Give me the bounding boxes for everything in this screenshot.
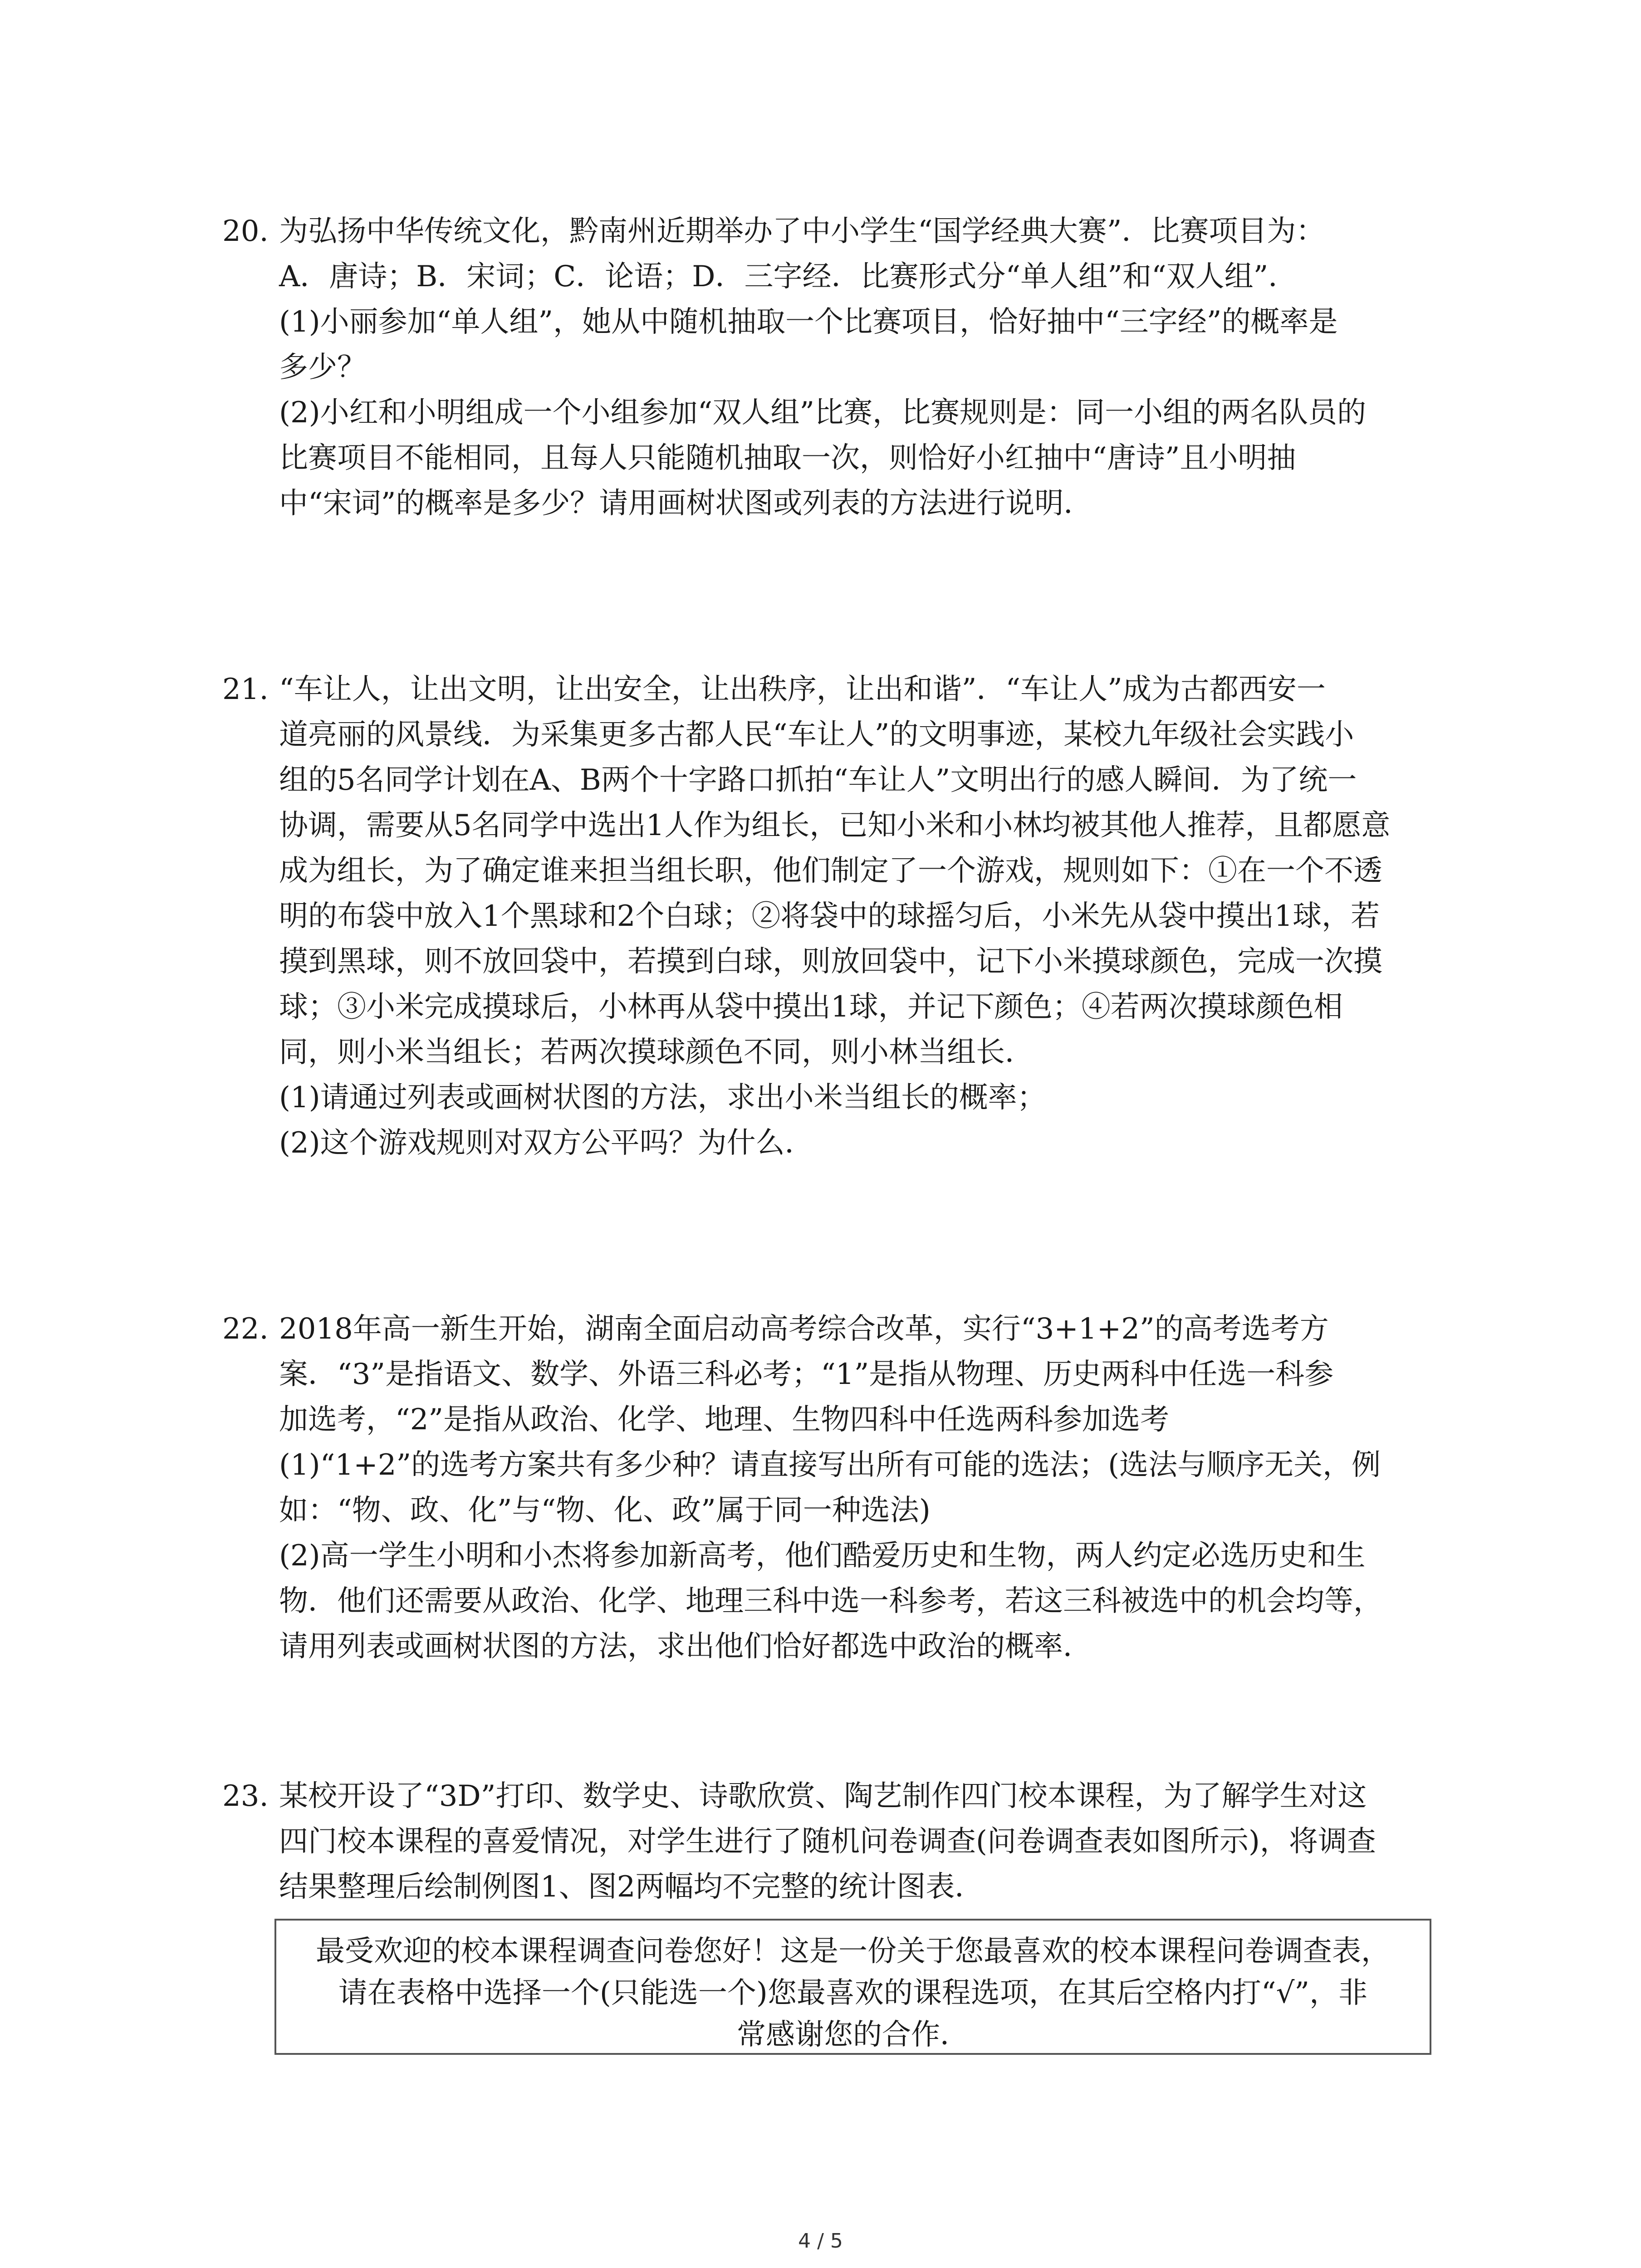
problem-number: 20. [222, 215, 269, 248]
problem-23-first-line [222, 1774, 1447, 1819]
problem-text: 请用列表或画树状图的方法，求出他们恰好都选中政治的概率． [279, 1630, 1092, 1663]
problem-text: (1)“1+2”的选考方案共有多少种？请直接写出所有可能的选法；(选法与顺序无关，例 [279, 1448, 1381, 1482]
problem-text: 中“宋词”的概率是多少？请用画树状图或列表的方法进行说明． [279, 487, 1093, 520]
problem-text: 为弘扬中华传统文化，黔南州近期举办了中小学生“国学经典大赛”．比赛项目为： [279, 215, 1325, 248]
problem-22 [222, 1306, 1447, 1669]
problem-text: 结果整理后绘制例图1、图2两幅均不完整的统计图表． [279, 1870, 984, 1904]
problem-text: (1)小丽参加“单人组”，她从中随机抽取一个比赛项目，恰好抽中“三字经”的概率是 [279, 305, 1338, 339]
survey-text: 常感谢您的合作． [737, 2018, 969, 2052]
page-number: 4 / 5 [798, 2229, 843, 2253]
problem-text: (1)请通过列表或画树状图的方法，求出小米当组长的概率； [279, 1081, 1046, 1114]
problem-22-first-line [222, 1306, 1447, 1352]
problem-text: 某校开设了“3D”打印、数学史、诗歌欣赏、陶艺制作四门校本课程，为了解学生对这 [279, 1779, 1367, 1813]
problem-number: 23. [222, 1779, 269, 1813]
problem-text: 摸到黑球，则不放回袋中，若摸到白球，则放回袋中，记下小米摸球颜色，完成一次摸 [279, 945, 1382, 978]
problem-text: 明的布袋中放入1个黑球和2个白球；②将袋中的球摇匀后，小米先从袋中摸出1球，若 [279, 899, 1380, 933]
problem-20 [222, 209, 1447, 526]
problem-text: (2)小红和小明组成一个小组参加“双人组”比赛，比赛规则是：同一小组的两名队员的 [279, 396, 1367, 430]
problem-text: (2)高一学生小明和小杰将参加新高考，他们酷爱历史和生物，两人约定必选历史和生 [279, 1539, 1366, 1573]
problem-23 [222, 1774, 1447, 1910]
problem-text: (2)这个游戏规则对双方公平吗？为什么． [279, 1126, 814, 1160]
problem-text: 成为组长，为了确定谁来担当组长职，他们制定了一个游戏，规则如下：①在一个不透 [279, 854, 1382, 888]
problem-text: 加选考，“2”是指从政治、化学、地理、生物四科中任选两科参加选考 [279, 1403, 1170, 1437]
problem-21-first-line [222, 667, 1447, 712]
problem-text: 多少？ [279, 351, 366, 384]
problem-text: 四门校本课程的喜爱情况，对学生进行了随机问卷调查(问卷调查表如图所示)，将调查 [279, 1825, 1376, 1858]
problem-text: 案．“3”是指语文、数学、外语三科必考；“1”是指从物理、历史两科中任选一科参 [279, 1358, 1334, 1391]
survey-text: 请在表格中选择一个(只能选一个)您最喜欢的课程选项，在其后空格内打“√”，非 [338, 1976, 1368, 2010]
problem-text: 物．他们还需要从政治、化学、地理三科中选一科参考，若这三科被选中的机会均等， [279, 1584, 1382, 1618]
problem-text: A．唐诗；B．宋词；C．论语；D．三字经．比赛形式分“单人组”和“双人组”． [279, 260, 1298, 293]
problem-text: 球；③小米完成摸球后，小林再从袋中摸出1球，并记下颜色；④若两次摸球颜色相 [279, 990, 1343, 1024]
survey-text: 最受欢迎的校本课程调查问卷您好！这是一份关于您最喜欢的校本课程问卷调查表， [316, 1935, 1390, 1968]
problem-text: 比赛项目不能相同，且每人只能随机抽取一次，则恰好小红抽中“唐诗”且小明抽 [279, 441, 1296, 475]
problem-21 [222, 667, 1447, 1166]
problem-text: “车让人，让出文明，让出安全，让出秩序，让出和谐”．“车让人”成为古都西安一 [279, 673, 1326, 706]
problem-number: 22. [222, 1312, 269, 1346]
problem-number: 21. [222, 673, 269, 706]
problem-text: 如：“物、政、化”与“物、化、政”属于同一种选法) [279, 1494, 931, 1527]
problem-text: 组的5名同学计划在A、B两个十字路口抓拍“车让人”文明出行的感人瞬间．为了统一 [279, 763, 1357, 797]
problem-text: 协调，需要从5名同学中选出1人作为组长，已知小米和小林均被其他人推荐，且都愿意 [279, 809, 1391, 842]
survey-box [274, 1919, 1431, 2055]
problem-text: 同，则小米当组长；若两次摸球颜色不同，则小林当组长． [279, 1036, 1034, 1069]
problem-text: 2018年高一新生开始，湖南全面启动高考综合改革，实行“3+1+2”的高考选考方 [279, 1312, 1329, 1346]
problem-20-first-line [222, 209, 1447, 254]
problem-text: 道亮丽的风景线．为采集更多古都人民“车让人”的文明事迹，某校九年级社会实践小 [279, 718, 1354, 752]
